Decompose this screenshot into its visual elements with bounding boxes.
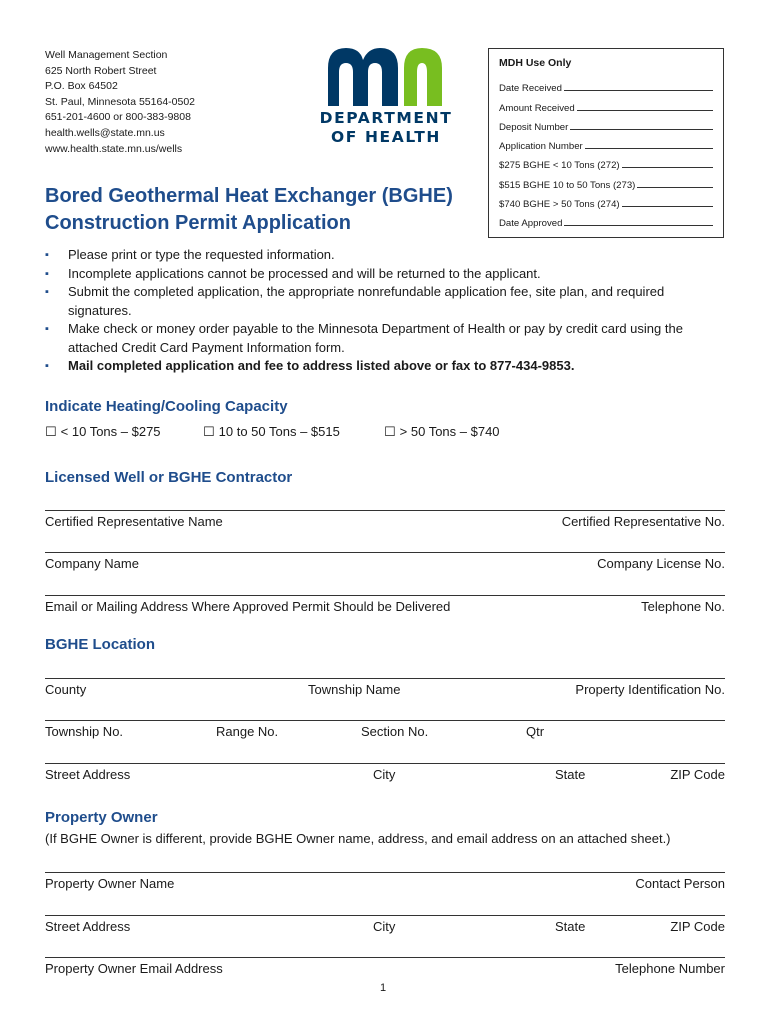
mdh-box-fill-line	[564, 90, 713, 91]
owner-name-input-line[interactable]	[45, 872, 725, 873]
checkbox-icon[interactable]: ☐	[45, 424, 57, 439]
owner-name-label: Property Owner Name	[45, 876, 175, 891]
certified-rep-no-label: Certified Representative No.	[561, 514, 725, 529]
capacity-option-10-to-50[interactable]	[203, 424, 340, 440]
capacity-option-label: < 10 Tons – $275	[60, 424, 161, 439]
page-number: 1	[380, 982, 387, 994]
location-heading: BGHE Location	[45, 636, 156, 653]
mdh-box-label: Application Number	[499, 141, 583, 153]
address-line: 625 North Robert Street	[45, 64, 157, 77]
dept-line-1: DEPARTMENT	[319, 109, 453, 127]
mailing-address-block	[45, 48, 195, 157]
instruction-item: ▪ Incomplete applications cannot be processed and will be returned to the applicant.	[45, 265, 725, 284]
owner-state-label: State	[555, 919, 586, 934]
company-name-label: Company Name	[45, 556, 139, 571]
qtr-label: Qtr	[526, 724, 545, 739]
address-line: Well Management Section	[45, 49, 168, 61]
location-state-label: State	[555, 767, 586, 782]
address-line: health.wells@state.mn.us	[45, 126, 165, 139]
field-labels-row	[45, 876, 725, 894]
owner-telephone-label: Telephone Number	[615, 961, 725, 976]
location-street-input-line[interactable]	[45, 763, 725, 764]
owner-note: (If BGHE Owner is different, provide BGHE Owner name, address, and email address on an attached sheet.)	[45, 831, 671, 846]
address-line: St. Paul, Minnesota 55164-0502	[45, 95, 196, 108]
field-labels-row	[45, 724, 725, 742]
contractor-telephone-label: Telephone No.	[641, 599, 725, 614]
certified-rep-name-label: Certified Representative Name	[45, 514, 223, 529]
property-id-label: Property Identification No.	[575, 682, 725, 697]
field-labels-row	[45, 682, 725, 700]
location-city-label: City	[373, 767, 396, 782]
field-labels-row	[45, 767, 725, 785]
address-line: 651-201-4600 or 800-383-9808	[45, 111, 191, 124]
owner-heading: Property Owner	[45, 809, 158, 826]
owner-city-label: City	[373, 919, 396, 934]
mdh-use-only-box	[488, 48, 724, 238]
certified-rep-input-line[interactable]	[45, 510, 725, 511]
instruction-item: ▪ Submit the completed application, the appropriate nonrefundable application fee, site plan, and required signatures.	[45, 283, 725, 320]
mdh-box-row	[499, 75, 713, 94]
section-no-label: Section No.	[361, 724, 429, 739]
instruction-item: ▪ Make check or money order payable to the Minnesota Department of Health or pay by credit card using the attached Credit Card Payment Information form.	[45, 320, 725, 357]
title-line-2: Construction Permit Application	[45, 212, 351, 234]
mdh-box-fill-line	[637, 187, 713, 188]
mdh-box-label: $515 BGHE 10 to 50 Tons (273)	[499, 179, 636, 191]
owner-street-label: Street Address	[45, 919, 131, 934]
contractor-heading: Licensed Well or BGHE Contractor	[45, 469, 293, 486]
township-name-label: Township Name	[308, 682, 401, 697]
dept-line-2: OF HEALTH	[331, 128, 441, 146]
company-input-line[interactable]	[45, 552, 725, 553]
checkbox-icon[interactable]: ☐	[203, 424, 215, 439]
field-labels-row	[45, 514, 725, 532]
capacity-option-label: 10 to 50 Tons – $515	[218, 424, 340, 439]
county-input-line[interactable]	[45, 678, 725, 679]
document-title	[45, 183, 453, 237]
mdh-box-row	[499, 171, 713, 190]
mdh-box-label: Amount Received	[499, 102, 575, 114]
county-label: County	[45, 682, 87, 697]
company-license-label: Company License No.	[597, 556, 725, 571]
mdh-box-row	[499, 133, 713, 152]
mdh-box-fill-line	[577, 110, 713, 111]
field-labels-row	[45, 961, 725, 979]
contact-person-label: Contact Person	[635, 876, 725, 891]
address-line: P.O. Box 64502	[45, 80, 118, 93]
township-range-input-line[interactable]	[45, 720, 725, 721]
mdh-box-label: Deposit Number	[499, 121, 569, 133]
mdh-box-row	[499, 114, 713, 133]
instruction-item: ▪ Please print or type the requested information.	[45, 246, 725, 265]
mdh-box-label: Date Approved	[499, 218, 563, 230]
mdh-box-fill-line	[585, 148, 713, 149]
capacity-option-over-50[interactable]	[384, 424, 500, 440]
delivery-address-label: Email or Mailing Address Where Approved Permit Should be Delivered	[45, 599, 451, 614]
field-labels-row	[45, 556, 725, 574]
capacity-options	[45, 424, 645, 444]
mdh-box-label: $275 BGHE < 10 Tons (272)	[499, 160, 620, 172]
instruction-item-mail: ▪ Mail completed application and fee to address listed above or fax to 877-434-9853.	[45, 357, 725, 376]
mdh-use-only-title: MDH Use Only	[499, 57, 572, 69]
mdh-box-row	[499, 94, 713, 113]
location-street-label: Street Address	[45, 767, 131, 782]
location-zip-label: ZIP Code	[670, 767, 725, 782]
mdh-logo	[316, 44, 456, 147]
owner-zip-label: ZIP Code	[670, 919, 725, 934]
mdh-box-label: $740 BGHE > 50 Tons (274)	[499, 199, 620, 211]
owner-email-input-line[interactable]	[45, 957, 725, 958]
range-no-label: Range No.	[216, 724, 279, 739]
title-line-1: Bored Geothermal Heat Exchanger (BGHE)	[45, 185, 453, 207]
owner-street-input-line[interactable]	[45, 915, 725, 916]
field-labels-row	[45, 919, 725, 937]
mdh-box-label: Date Received	[499, 83, 562, 95]
capacity-heading: Indicate Heating/Cooling Capacity	[45, 398, 288, 415]
instructions-list	[45, 246, 725, 376]
mdh-box-fill-line	[622, 167, 713, 168]
capacity-option-under-10[interactable]	[45, 424, 161, 440]
mdh-box-fill-line	[570, 129, 713, 130]
checkbox-icon[interactable]: ☐	[384, 424, 396, 439]
mdh-box-row	[499, 210, 713, 229]
owner-email-label: Property Owner Email Address	[45, 961, 223, 976]
address-line: www.health.state.mn.us/wells	[45, 142, 183, 155]
field-labels-row	[45, 599, 725, 617]
mn-logo-mark-icon	[316, 44, 456, 106]
mdh-box-row	[499, 152, 713, 171]
mdh-box-row	[499, 191, 713, 210]
township-no-label: Township No.	[45, 724, 124, 739]
mdh-box-fill-line	[622, 206, 713, 207]
delivery-address-input-line[interactable]	[45, 595, 725, 596]
capacity-option-label: > 50 Tons – $740	[399, 424, 500, 439]
mdh-box-fill-line	[564, 225, 713, 226]
